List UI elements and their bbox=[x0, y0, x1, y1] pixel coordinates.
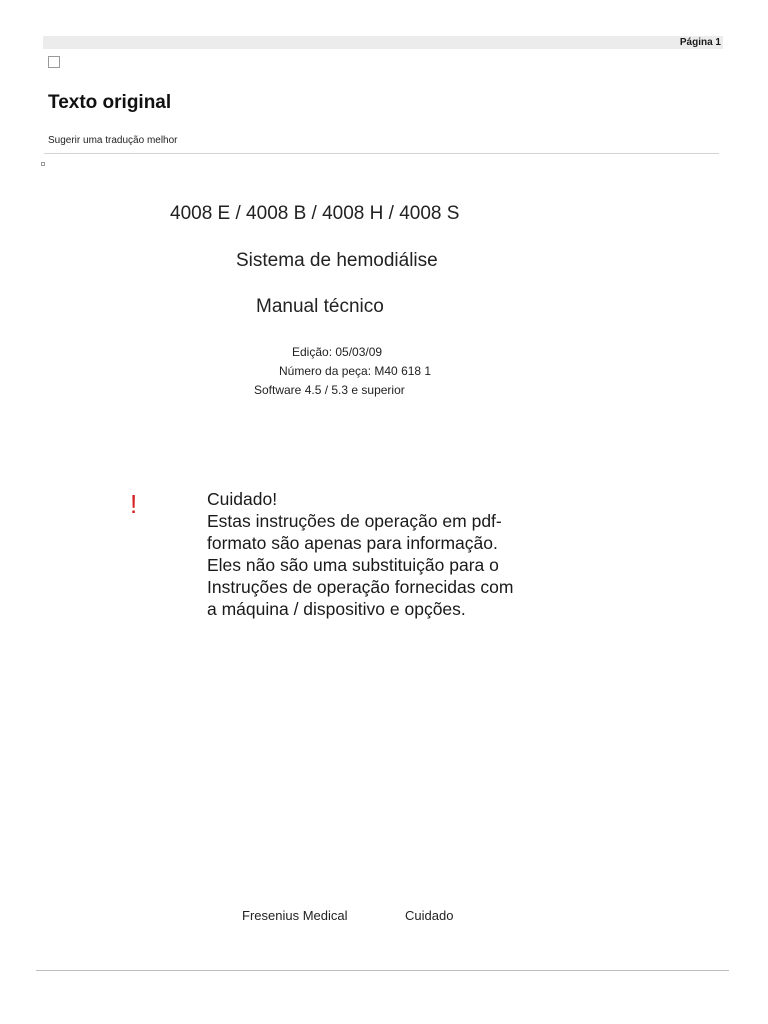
software-line: Software 4.5 / 5.3 e superior bbox=[254, 383, 405, 397]
model-line: 4008 E / 4008 B / 4008 H / 4008 S bbox=[170, 203, 460, 224]
caution-block bbox=[207, 488, 567, 620]
part-number-line: Número da peça: M40 618 1 bbox=[279, 364, 432, 378]
page-header-bar bbox=[43, 36, 723, 49]
caution-line: a máquina / dispositivo e opções. bbox=[207, 599, 466, 619]
divider bbox=[44, 153, 719, 154]
caution-line: Instruções de operação fornecidas com bbox=[207, 577, 514, 597]
page-number-label: Página 1 bbox=[679, 37, 721, 48]
footer-right-text: Cuidado bbox=[405, 908, 454, 923]
edition-line: Edição: 05/03/09 bbox=[292, 345, 383, 359]
select-checkbox[interactable] bbox=[48, 56, 60, 68]
footer-left-text: Fresenius Medical bbox=[242, 908, 348, 923]
caution-line: formato são apenas para informação. bbox=[207, 533, 498, 553]
divider-bottom bbox=[36, 970, 729, 971]
bullet-square-icon bbox=[41, 162, 45, 166]
caution-line: Cuidado! bbox=[207, 489, 278, 509]
manual-line: Manual técnico bbox=[256, 296, 384, 317]
system-line: Sistema de hemodiálise bbox=[236, 250, 438, 271]
page-title: Texto original bbox=[48, 92, 172, 113]
caution-line: Eles não são uma substituição para o bbox=[207, 555, 499, 575]
warning-icon: ! bbox=[130, 489, 138, 519]
suggest-translation-link[interactable]: Sugerir uma tradução melhor bbox=[48, 135, 178, 146]
caution-line: Estas instruções de operação em pdf- bbox=[207, 511, 502, 531]
